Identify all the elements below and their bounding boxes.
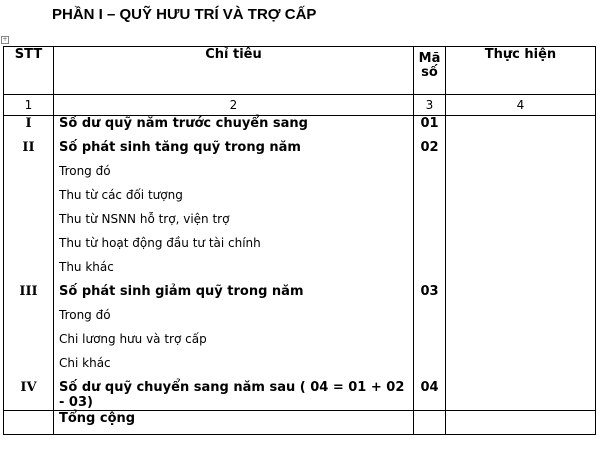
row-value-cell[interactable] (446, 284, 596, 308)
row-value-cell[interactable] (446, 188, 596, 212)
row-label: Thu từ các đối tượng (54, 188, 414, 212)
row-code (414, 356, 446, 380)
table-row (4, 140, 596, 164)
row-code: 01 (414, 116, 446, 140)
row-stt: IV (4, 380, 54, 411)
row-stt (4, 164, 54, 188)
table-row (4, 188, 596, 212)
table-row (4, 308, 596, 332)
row-label: Trong đó (54, 164, 414, 188)
header-chi-tieu: Chỉ tiêu (54, 47, 414, 95)
row-stt (4, 356, 54, 380)
row-code (414, 164, 446, 188)
total-label: Tổng cộng (54, 410, 414, 434)
row-value-cell[interactable] (446, 356, 596, 380)
table-row (4, 212, 596, 236)
row-value-cell[interactable] (446, 140, 596, 164)
row-stt (4, 236, 54, 260)
row-stt (4, 308, 54, 332)
row-code (414, 188, 446, 212)
table-row (4, 332, 596, 356)
row-code (414, 212, 446, 236)
row-label: Số dư quỹ năm trước chuyển sang (54, 116, 414, 140)
row-label: Số phát sinh tăng quỹ trong năm (54, 140, 414, 164)
row-stt (4, 332, 54, 356)
row-stt (4, 188, 54, 212)
row-stt (4, 212, 54, 236)
table-row (4, 380, 596, 411)
row-value-cell[interactable] (446, 260, 596, 284)
header-ma-so-line2: số (421, 65, 438, 80)
table-row (4, 236, 596, 260)
row-label: Thu từ NSNN hỗ trợ, viện trợ (54, 212, 414, 236)
fund-report-table (3, 46, 596, 435)
row-stt: I (4, 116, 54, 140)
row-value-cell[interactable] (446, 332, 596, 356)
column-number: 3 (414, 95, 446, 116)
total-value-cell[interactable] (446, 410, 596, 434)
table-row (4, 260, 596, 284)
header-ma-so (414, 47, 446, 95)
column-number-row (4, 95, 596, 116)
total-stt-cell (4, 410, 54, 434)
row-label: Số dư quỹ chuyển sang năm sau ( 04 = 01 + 02 - 03) (54, 380, 414, 411)
column-number: 4 (446, 95, 596, 116)
row-code: 02 (414, 140, 446, 164)
row-value-cell[interactable] (446, 212, 596, 236)
row-value-cell[interactable] (446, 308, 596, 332)
table-anchor-icon[interactable]: + (2, 36, 8, 43)
table-row (4, 356, 596, 380)
column-number: 2 (54, 95, 414, 116)
header-ma-so-line1: Mã (418, 51, 441, 66)
row-stt: III (4, 284, 54, 308)
row-label: Trong đó (54, 308, 414, 332)
header-row (4, 47, 596, 95)
row-code (414, 260, 446, 284)
header-thuc-hien: Thực hiện (446, 47, 596, 95)
row-value-cell[interactable] (446, 380, 596, 411)
column-number: 1 (4, 95, 54, 116)
table-row (4, 116, 596, 140)
row-code (414, 332, 446, 356)
row-value-cell[interactable] (446, 116, 596, 140)
row-label: Thu từ hoạt động đầu tư tài chính (54, 236, 414, 260)
row-value-cell[interactable] (446, 164, 596, 188)
row-stt: II (4, 140, 54, 164)
table-row (4, 284, 596, 308)
row-label: Chi lương hưu và trợ cấp (54, 332, 414, 356)
row-value-cell[interactable] (446, 236, 596, 260)
total-row (4, 410, 596, 434)
row-label: Thu khác (54, 260, 414, 284)
table-row (4, 164, 596, 188)
row-code (414, 308, 446, 332)
row-stt (4, 260, 54, 284)
row-code (414, 236, 446, 260)
row-label: Số phát sinh giảm quỹ trong năm (54, 284, 414, 308)
page-title: PHẦN I – QUỸ HƯU TRÍ VÀ TRỢ CẤP (52, 6, 317, 23)
header-stt: STT (4, 47, 54, 95)
row-label: Chi khác (54, 356, 414, 380)
row-code: 04 (414, 380, 446, 411)
total-code-cell (414, 410, 446, 434)
row-code: 03 (414, 284, 446, 308)
